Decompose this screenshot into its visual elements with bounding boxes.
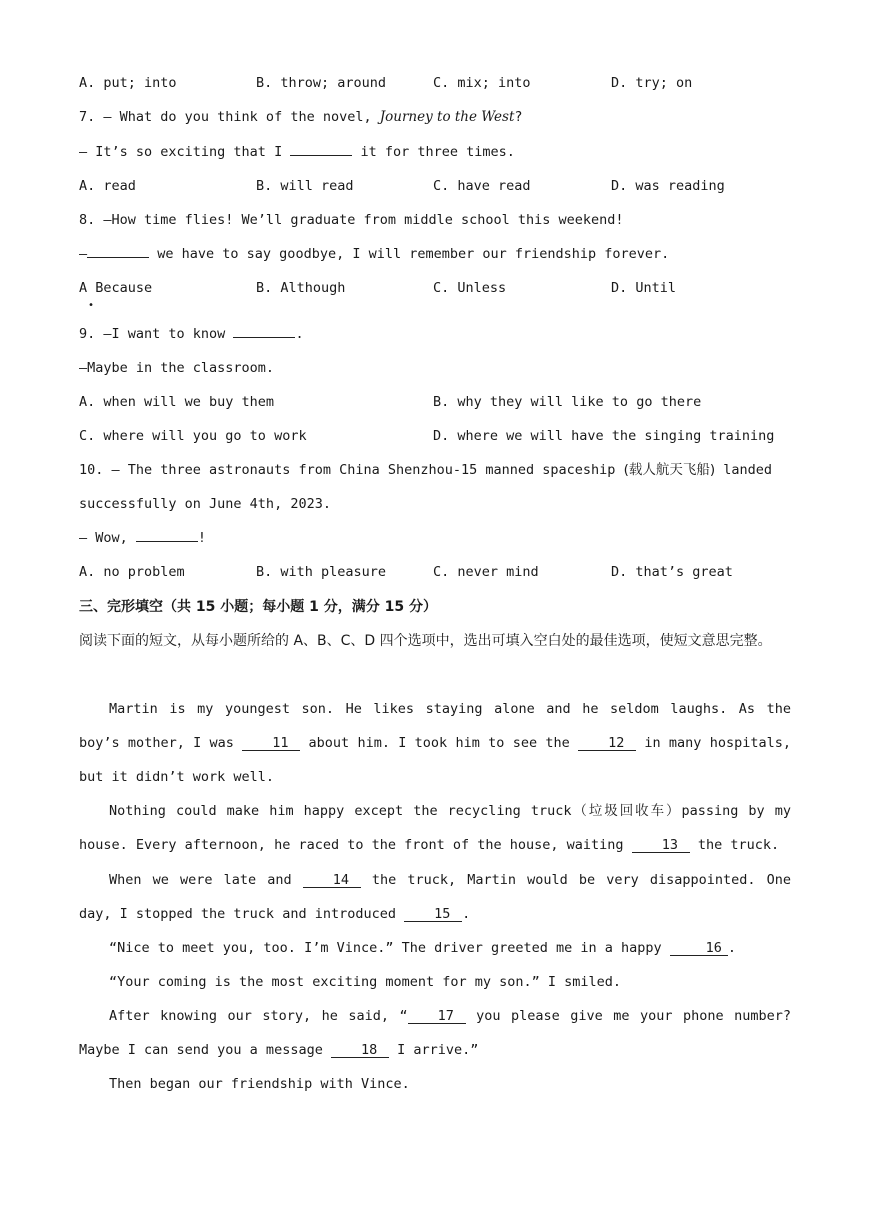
q8-prompt: 8. —How time flies! We’ll graduate from middle school this weekend! <box>79 212 624 228</box>
q7-option-d: D. was reading <box>611 178 725 194</box>
q9-option-b: B. why they will like to go there <box>433 394 702 410</box>
q7-option-b: B. will read <box>256 178 354 194</box>
q10-reply: — Wow, ! <box>79 530 207 546</box>
q10-option-a: A. no problem <box>79 564 185 580</box>
blank-18: 18 <box>331 1043 389 1058</box>
q7-option-c: C. have read <box>433 178 531 194</box>
q9-option-a: A. when will we buy them <box>79 394 275 410</box>
q10-option-b: B. with pleasure <box>256 564 387 580</box>
passage-paragraph-3: When we were late and 14 the truck, Martin would be very disappointed. One day, I stopped the truck and introduced 15 . <box>79 872 791 922</box>
blank-13: 13 <box>632 838 690 853</box>
q9-option-c: C. where will you go to work <box>79 428 307 444</box>
q7-reply: — It’s so exciting that I it for three times. <box>79 144 515 160</box>
blank-12: 12 <box>578 736 636 751</box>
blank-15: 15 <box>404 907 462 922</box>
q8-option-a: A Because <box>79 280 153 296</box>
q10-option-d: D. that’s great <box>611 564 733 580</box>
answer-blank <box>233 337 295 338</box>
q9-option-d: D. where we will have the singing training <box>433 428 775 444</box>
q6-option-c: C. mix; into <box>433 75 531 91</box>
q7-option-a: A. read <box>79 178 136 194</box>
novel-title: Journey to the West <box>379 109 515 125</box>
passage-paragraph-4: “Nice to meet you, too. I’m Vince.” The driver greeted me in a happy 16 . <box>109 940 736 956</box>
answer-blank <box>290 155 352 156</box>
q10-line2: successfully on June 4th, 2023. <box>79 496 331 512</box>
q7-prompt: 7. — What do you think of the novel, Journey to the West? <box>79 109 523 125</box>
section-heading: 三、完形填空（共 15 小题；每小题 1 分，满分 15 分） <box>79 599 437 615</box>
q8-option-d: D. Until <box>611 280 677 296</box>
stray-dot: • <box>88 300 95 311</box>
answer-blank <box>87 257 149 258</box>
q10-option-c: C. never mind <box>433 564 539 580</box>
passage-paragraph-1: Martin is my youngest son. He likes staying alone and he seldom laughs. As the boy’s mother, I was 11 about him. I took him to see the 12 in many hospitals, but it didn’t work well. <box>79 701 791 785</box>
blank-11: 11 <box>242 736 300 751</box>
q8-reply: — we have to say goodbye, I will remember our friendship forever. <box>79 246 670 262</box>
q8-option-b: B. Although <box>256 280 346 296</box>
blank-16: 16 <box>670 941 728 956</box>
blank-17: 17 <box>408 1009 466 1024</box>
q6-option-d: D. try; on <box>611 75 693 91</box>
q6-option-b: B. throw; around <box>256 75 387 91</box>
q9-reply: —Maybe in the classroom. <box>79 360 275 376</box>
passage-paragraph-6: After knowing our story, he said, “ 17 you please give me your phone number? Maybe I can send you a message 18 I arrive.” <box>79 1008 791 1058</box>
passage-paragraph-5: “Your coming is the most exciting moment for my son.” I smiled. <box>109 974 622 990</box>
answer-blank <box>136 541 198 542</box>
passage-paragraph-7: Then began our friendship with Vince. <box>109 1076 410 1092</box>
passage-paragraph-2: Nothing could make him happy except the recycling truck（垃圾回收车）passing by my house. Every afternoon, he raced to the front of the house, waiting 13 the truck. <box>79 803 791 853</box>
section-instruction: 阅读下面的短文，从每小题所给的 A、B、C、D 四个选项中，选出可填入空白处的最佳选项，使短文意思完整。 <box>79 633 772 649</box>
q6-option-a: A. put; into <box>79 75 177 91</box>
blank-14: 14 <box>303 873 361 888</box>
q10-line1: 10. — The three astronauts from China Shenzhou-15 manned spaceship (载人航天飞船) landed <box>79 462 773 478</box>
q8-option-c: C. Unless <box>433 280 507 296</box>
q9-prompt: 9. —I want to know . <box>79 326 304 342</box>
